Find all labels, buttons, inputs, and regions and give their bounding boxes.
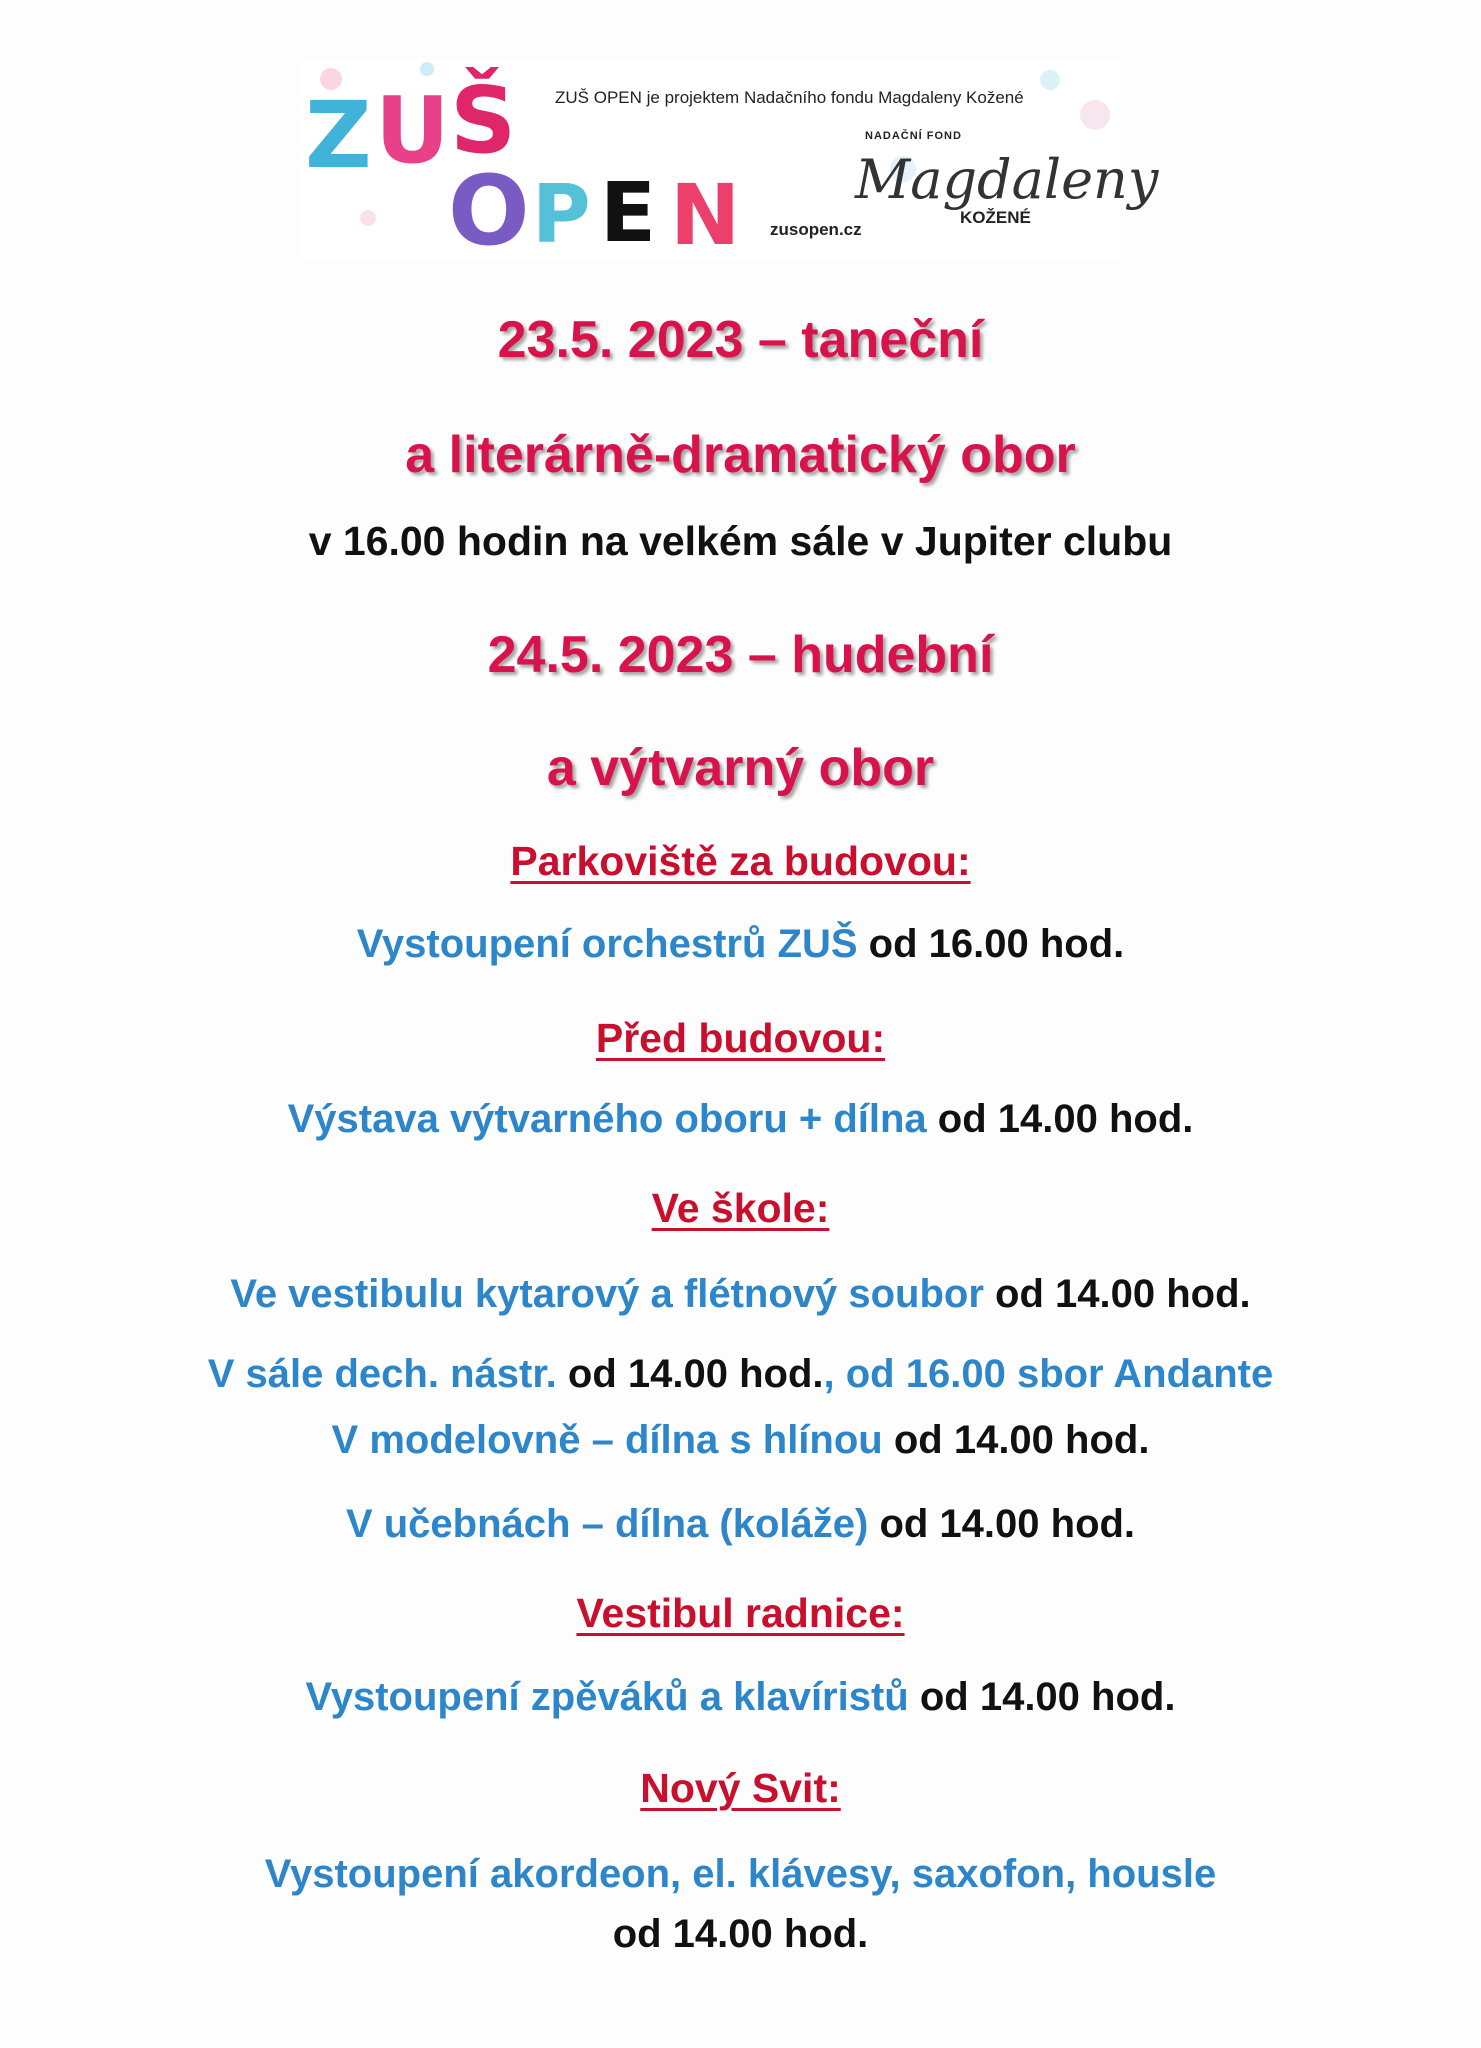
day1-subtitle: a literárně-dramatický obor <box>405 426 1076 484</box>
time-text: od 14.00 hod. <box>908 1675 1176 1719</box>
activity-text: Vystoupení akordeon, el. klávesy, saxofon, housle <box>264 1852 1217 1896</box>
logo-letter-n: N <box>670 166 741 264</box>
separator-text: , od 16.00 <box>823 1352 1006 1396</box>
decor-dot <box>1080 100 1110 130</box>
time-text: od 14.00 hod. <box>882 1418 1150 1462</box>
logo-letter-s: Š <box>450 67 517 174</box>
activity-text: Vystoupení zpěváků a klavíristů <box>305 1675 909 1719</box>
section-title-school: Ve škole: <box>651 1185 830 1231</box>
time-text: od 14.00 hod. <box>556 1352 824 1396</box>
schedule-item-time <box>0 1912 1481 1957</box>
activity-text: sbor Andante <box>1005 1352 1274 1396</box>
schedule-item <box>0 1502 1481 1547</box>
schedule-item <box>0 1675 1481 1720</box>
logo-letter-o: O <box>448 155 530 267</box>
section-title-novysvit: Nový Svit: <box>640 1765 841 1811</box>
activity-text: Výstava výtvarného oboru + dílna <box>287 1097 927 1141</box>
section-title-parking: Parkoviště za budovou: <box>510 838 971 884</box>
schedule-item <box>0 1352 1481 1397</box>
schedule-item <box>0 1852 1481 1897</box>
day1-title: 23.5. 2023 – taneční <box>497 311 984 369</box>
fund-label: NADAČNÍ FOND <box>865 130 962 142</box>
activity-text: Vystoupení orchestrů ZUŠ <box>356 922 858 966</box>
section-title-townhall: Vestibul radnice: <box>576 1590 905 1636</box>
fund-signature: Magdaleny <box>855 148 1159 211</box>
time-text: od 14.00 hod. <box>983 1272 1251 1316</box>
time-text: od 16.00 hod. <box>857 922 1125 966</box>
fund-surname: KOŽENÉ <box>960 208 1031 227</box>
fund-tagline: ZUŠ OPEN je projektem Nadačního fondu Magdaleny Kožené <box>555 88 1024 107</box>
activity-text: Ve vestibulu kytarový a flétnový soubor <box>230 1272 984 1316</box>
logo-letter-e: E <box>600 166 657 261</box>
time-text: od 14.00 hod. <box>612 1912 869 1956</box>
logo-banner <box>300 60 1159 267</box>
decor-dot <box>1040 70 1060 90</box>
time-text: od 14.00 hod. <box>868 1502 1136 1546</box>
activity-text: V sále dech. nástr. <box>207 1352 557 1396</box>
time-text: od 14.00 hod. <box>926 1097 1194 1141</box>
day2-subtitle: a výtvarný obor <box>546 739 935 797</box>
logo-letter-u: U <box>375 77 450 184</box>
section-title-front: Před budovou: <box>595 1015 886 1061</box>
logo-letter-p: P <box>532 168 591 261</box>
schedule-item <box>0 1418 1481 1463</box>
day2-title: 24.5. 2023 – hudební <box>487 626 994 684</box>
logo-letter-z: Z <box>305 82 372 189</box>
logo-url: zusopen.cz <box>770 220 862 239</box>
day1-info: v 16.00 hodin na velkém sále v Jupiter clubu <box>308 518 1173 564</box>
activity-text: V učebnách – dílna (koláže) <box>345 1502 869 1546</box>
schedule-item <box>0 1272 1481 1317</box>
activity-text: V modelovně – dílna s hlínou <box>331 1418 883 1462</box>
decor-dot <box>420 62 434 76</box>
schedule-item <box>0 1097 1481 1142</box>
schedule-item <box>0 922 1481 967</box>
